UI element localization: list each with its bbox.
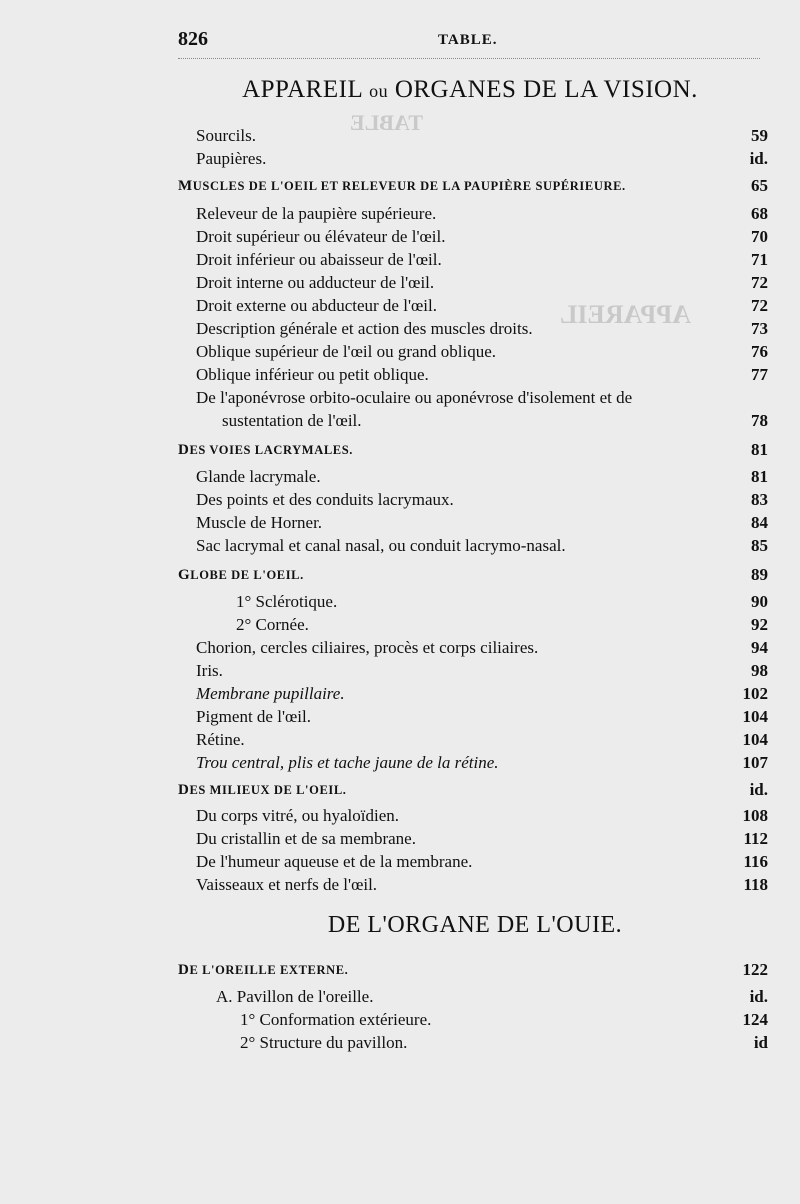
entry-page-number: 94 (751, 638, 768, 657)
entry-label: DES VOIES LACRYMALES. (178, 442, 353, 458)
entry-label: Des points et des conduits lacrymaux. (196, 490, 454, 509)
entry-label: 2° Structure du pavillon. (240, 1033, 408, 1052)
toc-entry (178, 147, 768, 171)
toc-section (178, 438, 768, 462)
toc-entry (178, 511, 768, 535)
entry-page-number: 73 (751, 319, 768, 338)
toc-entry (178, 248, 768, 272)
entry-page-number: 112 (743, 829, 768, 848)
entry-page-number: 72 (751, 273, 768, 292)
entry-label: Oblique supérieur de l'œil ou grand oblique. (196, 342, 497, 361)
toc-section (178, 174, 768, 198)
entry-page-number: 81 (751, 467, 768, 486)
entry-page-number: id (753, 1033, 768, 1052)
entry-label: sustentation de l'œil. (222, 411, 362, 430)
toc-entry (178, 682, 768, 706)
entry-label: GLOBE DE L'OEIL. (178, 567, 304, 583)
toc-entry (178, 465, 768, 489)
toc-entry (178, 659, 768, 683)
toc-entry (178, 804, 768, 828)
entry-label: Description générale et action des muscles droits. (196, 319, 533, 338)
entry-page-number: 98 (751, 661, 768, 680)
entry-page-number: 104 (742, 730, 768, 749)
entry-label: Trou central, plis et tache jaune de la rétine. (196, 753, 499, 772)
entry-label: Paupières. (196, 149, 267, 168)
entry-page-number: 89 (751, 565, 768, 584)
toc-entry (178, 705, 768, 729)
toc-entry (178, 271, 768, 295)
entry-page-number: 72 (751, 296, 768, 315)
toc-section (178, 778, 768, 802)
toc-entry (178, 613, 768, 637)
bleed-through-text: TABLE (350, 110, 423, 135)
toc-entry (178, 317, 768, 341)
toc-entry (178, 386, 768, 410)
entry-label: Membrane pupillaire. (196, 684, 345, 703)
entry-label: Releveur de la paupière supérieure. (196, 204, 437, 223)
toc-entry (178, 985, 768, 1009)
running-title: TABLE. (438, 32, 498, 48)
entry-page-number: 118 (743, 875, 768, 894)
toc-entry (178, 636, 768, 660)
toc-entry (178, 488, 768, 512)
entry-label: Droit inférieur ou abaisseur de l'œil. (196, 250, 442, 269)
entry-label: Du corps vitré, ou hyaloïdien. (196, 806, 400, 825)
toc-entry (178, 340, 768, 364)
entry-label: Chorion, cercles ciliaires, procès et corps ciliaires. (196, 638, 539, 657)
page-number: 826 (178, 28, 208, 50)
entry-page-number: 77 (751, 365, 768, 384)
entry-label: Sourcils. (196, 126, 256, 145)
entry-label: 1° Sclérotique. (236, 592, 338, 611)
entry-page-number: 90 (751, 592, 768, 611)
entry-label: Vaisseaux et nerfs de l'œil. (196, 875, 378, 894)
entry-label: Droit externe ou abducteur de l'œil. (196, 296, 437, 315)
entry-page-number: id. (749, 149, 768, 168)
toc-entry (178, 728, 768, 752)
toc-entry (178, 1031, 768, 1055)
entry-page-number: 102 (742, 684, 768, 703)
entry-page-number: 122 (742, 960, 768, 979)
toc-entry (178, 1008, 768, 1032)
entry-label: Iris. (196, 661, 223, 680)
entry-label: A. Pavillon de l'oreille. (216, 987, 374, 1006)
entry-page-number: 81 (751, 440, 768, 459)
toc-entry-continued (178, 409, 768, 433)
entry-label: MUSCLES DE L'OEIL ET RELEVEUR DE LA PAUPIÈRE SUPÉRIEURE. (178, 178, 626, 194)
section-heading-ouie: DE L'ORGANE DE L'OUIE. (327, 912, 623, 938)
entry-label: Du cristallin et de sa membrane. (196, 829, 416, 848)
entry-page-number: 84 (751, 513, 768, 532)
entry-label: 1° Conformation extérieure. (240, 1010, 432, 1029)
entry-label: Pigment de l'œil. (196, 707, 311, 726)
entry-page-number: 124 (742, 1010, 768, 1029)
entry-label: Sac lacrymal et canal nasal, ou conduit lacrymo-nasal. (196, 536, 566, 555)
toc-section (178, 958, 768, 982)
entry-label: De l'aponévrose orbito-oculaire ou aponévrose d'isolement et de (196, 388, 633, 407)
entry-page-number: 83 (751, 490, 768, 509)
toc-entry (178, 590, 768, 614)
entry-page-number: 92 (751, 615, 768, 634)
entry-label: Rétine. (196, 730, 245, 749)
entry-label: Droit interne ou adducteur de l'œil. (196, 273, 435, 292)
entry-label: Oblique inférieur ou petit oblique. (196, 365, 429, 384)
entry-page-number: 65 (751, 176, 768, 195)
entry-page-number: 70 (751, 227, 768, 246)
entry-page-number: 85 (751, 536, 768, 555)
toc-entry (178, 294, 768, 318)
entry-label: DE L'OREILLE EXTERNE. (178, 962, 349, 978)
entry-page-number: 68 (751, 204, 768, 223)
toc-entry (178, 363, 768, 387)
toc-entry (178, 827, 768, 851)
entry-page-number: 78 (751, 411, 768, 430)
toc-section (178, 563, 768, 587)
entry-page-number: 71 (751, 250, 768, 269)
entry-page-number: 107 (742, 753, 768, 772)
entry-label: Droit supérieur ou élévateur de l'œil. (196, 227, 446, 246)
entry-label: Glande lacrymale. (196, 467, 321, 486)
entry-page-number: 116 (743, 852, 768, 871)
header-rule (178, 58, 760, 59)
entry-label: Muscle de Horner. (196, 513, 323, 532)
entry-page-number: 76 (751, 342, 768, 361)
entry-page-number: id. (749, 780, 768, 799)
entry-page-number: 59 (751, 126, 768, 145)
toc-entry (178, 873, 768, 897)
bleed-through-text: APPAREIL (560, 300, 691, 329)
toc-entry (178, 124, 768, 148)
entry-page-number: id. (749, 987, 768, 1006)
entry-label: De l'humeur aqueuse et de la membrane. (196, 852, 473, 871)
toc-entry (178, 850, 768, 874)
entry-label: 2° Cornée. (236, 615, 309, 634)
toc-entry (178, 202, 768, 226)
section-heading-vision: APPAREIL ou ORGANES DE LA VISION. (242, 76, 698, 103)
entry-label: DES MILIEUX DE L'OEIL. (178, 782, 347, 798)
entry-page-number: 108 (742, 806, 768, 825)
running-head (178, 28, 760, 58)
toc-entry (178, 751, 768, 775)
toc-entry (178, 225, 768, 249)
toc-entry (178, 534, 768, 558)
entry-page-number: 104 (742, 707, 768, 726)
